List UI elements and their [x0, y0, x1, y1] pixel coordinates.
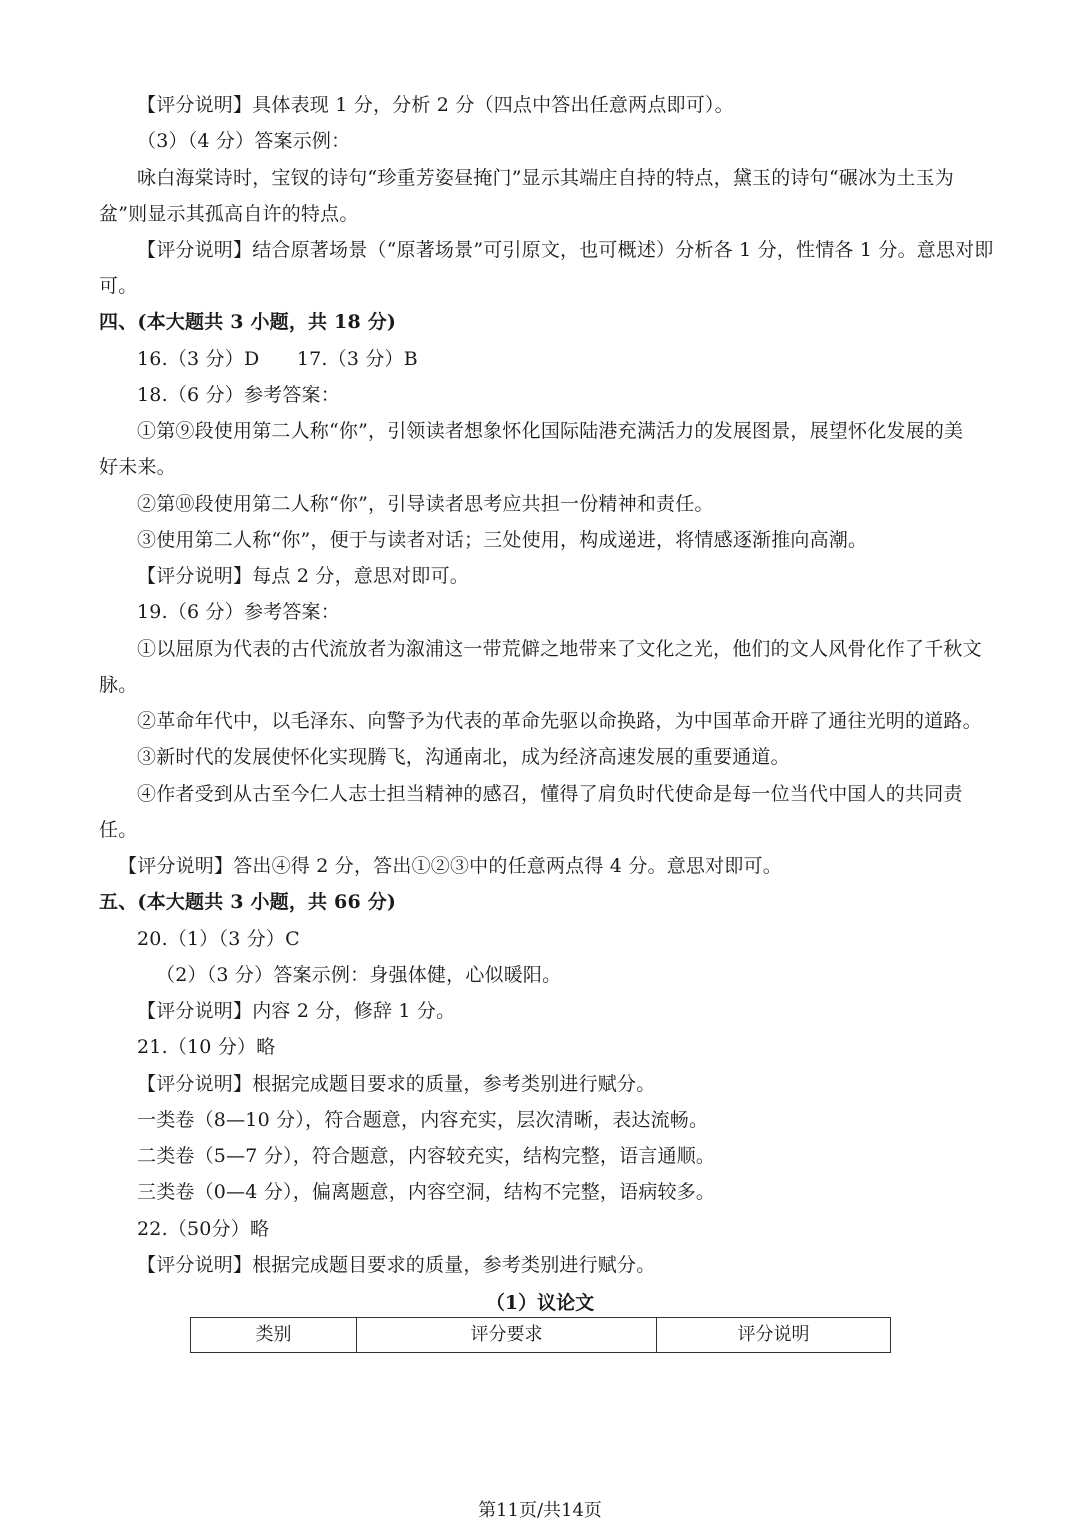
scoring-note-line: 【评分说明】结合原著场景（“原著场景”可引原文，也可概述）分析各 1 分，性情各 1 分。意思对即 — [137, 239, 994, 261]
table-header-cell: 类别 — [191, 1318, 357, 1353]
answer-point: ②第⑩段使用第二人称“你”，引导读者思考应共担一份精神和责任。 — [137, 493, 714, 515]
answer-line: （2）（3 分）答案示例：身强体健，心似暖阳。 — [156, 964, 562, 986]
section-heading-four: 四、(本大题共 3 小题，共 18 分) — [99, 311, 397, 333]
answer-line: 20.（1）（3 分）C — [137, 928, 300, 950]
answer-point: ④作者受到从古至今仁人志士担当精神的感召，懂得了肩负时代使命是每一位当代中国人的共同责 — [137, 783, 963, 805]
table-header-row — [191, 1318, 891, 1353]
answer-point-continued: 任。 — [99, 819, 138, 841]
grade-criteria-line: 二类卷（5—7 分），符合题意，内容较充实，结构完整，语言通顺。 — [137, 1145, 716, 1167]
paragraph-line: 盆”则显示其孤高自许的特点。 — [99, 203, 359, 225]
table-header-cell: 评分说明 — [657, 1318, 891, 1353]
table-header-cell: 评分要求 — [357, 1318, 657, 1353]
grade-criteria-line: 三类卷（0—4 分），偏离题意，内容空洞，结构不完整，语病较多。 — [137, 1181, 716, 1203]
answer-point: ③新时代的发展使怀化实现腾飞，沟通南北，成为经济高速发展的重要通道。 — [137, 746, 790, 768]
scoring-note-line: 【评分说明】具体表现 1 分，分析 2 分（四点中答出任意两点即可）。 — [137, 94, 734, 116]
answer-point-continued: 脉。 — [99, 674, 138, 696]
scoring-note-line: 【评分说明】答出④得 2 分，答出①②③中的任意两点得 4 分。意思对即可。 — [118, 855, 782, 877]
answer-line: 16.（3 分）D 17.（3 分）B — [137, 348, 418, 370]
question-heading: 21.（10 分）略 — [137, 1036, 276, 1058]
answer-point: ①第⑨段使用第二人称“你”，引领读者想象怀化国际陆港充满活力的发展图景，展望怀化发展的美 — [137, 420, 964, 442]
paragraph-line: 可。 — [99, 275, 138, 297]
answer-point: ③使用第二人称“你”，便于与读者对话；三处使用，构成递进，将情感逐渐推向高潮。 — [137, 529, 868, 551]
grade-criteria-line: 一类卷（8—10 分），符合题意，内容充实，层次清晰，表达流畅。 — [137, 1109, 709, 1131]
scoring-note-line: 【评分说明】根据完成题目要求的质量，参考类别进行赋分。 — [137, 1254, 656, 1276]
scoring-note-line: 【评分说明】每点 2 分，意思对即可。 — [137, 565, 469, 587]
question-heading: 19.（6 分）参考答案： — [137, 601, 340, 623]
answer-point: ②革命年代中，以毛泽东、向警予为代表的革命先驱以命换路，为中国革命开辟了通往光明的道路。 — [137, 710, 982, 732]
answer-example-heading: （3）（4 分）答案示例： — [137, 130, 351, 152]
question-heading: 18.（6 分）参考答案： — [137, 384, 340, 406]
answer-point: ①以屈原为代表的古代流放者为溆浦这一带荒僻之地带来了文化之光，他们的文人风骨化作了千秋文 — [137, 638, 982, 660]
section-heading-five: 五、(本大题共 3 小题，共 66 分) — [99, 891, 397, 913]
answer-point-continued: 好未来。 — [99, 456, 176, 478]
page-number: 第11页/共14页 — [478, 1500, 602, 1521]
scoring-table — [190, 1317, 891, 1353]
paragraph-line: 咏白海棠诗时，宝钗的诗句“珍重芳姿昼掩门”显示其端庄自持的特点，黛玉的诗句“碾冰为土玉为 — [137, 167, 954, 189]
scoring-note-line: 【评分说明】根据完成题目要求的质量，参考类别进行赋分。 — [137, 1073, 656, 1095]
question-heading: 22.（50分）略 — [137, 1218, 270, 1240]
scoring-note-line: 【评分说明】内容 2 分，修辞 1 分。 — [137, 1000, 456, 1022]
table-title: （1）议论文 — [485, 1292, 595, 1314]
